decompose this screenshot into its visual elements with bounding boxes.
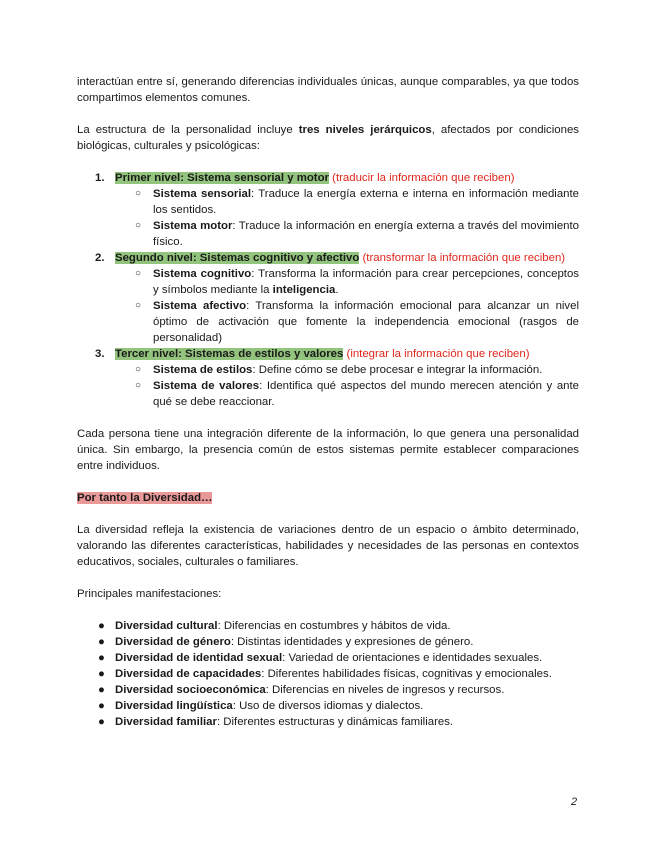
sub-item bbox=[115, 186, 579, 218]
circle-bullet-icon: ○ bbox=[135, 268, 142, 279]
list-item bbox=[77, 650, 579, 666]
item-text: : Diferencias en costumbres y hábitos de vida. bbox=[217, 620, 451, 632]
list-number: 3. bbox=[95, 348, 105, 360]
sub-term: Sistema de estilos bbox=[153, 364, 253, 376]
circle-bullet-icon: ○ bbox=[135, 380, 142, 391]
intro-paragraph-1: interactúan entre sí, generando diferencias individuales únicas, aunque comparables, ya que todos compartimos elementos comunes. bbox=[77, 76, 579, 104]
bullet-icon: ● bbox=[98, 668, 105, 680]
level-title: Segundo nivel: Sistemas cognitivo y afectivo bbox=[115, 252, 360, 264]
sub-term: Sistema motor bbox=[153, 220, 233, 232]
sub-list bbox=[115, 186, 579, 250]
bullet-icon: ● bbox=[98, 716, 105, 728]
document-page bbox=[77, 74, 579, 730]
circle-bullet-icon: ○ bbox=[135, 300, 142, 311]
text-span: La estructura de la personalidad incluye bbox=[77, 124, 299, 136]
bullet-icon: ● bbox=[98, 636, 105, 648]
sub-text: : Define cómo se debe procesar e integrar la información. bbox=[252, 364, 543, 376]
item-term: Diversidad de género bbox=[115, 636, 231, 648]
sub-term: Sistema cognitivo bbox=[153, 268, 252, 280]
sub-item bbox=[115, 298, 579, 346]
level-item-2 bbox=[77, 250, 579, 346]
sub-term: Sistema de valores bbox=[153, 380, 260, 392]
item-term: Diversidad cultural bbox=[115, 620, 218, 632]
sub-text: : Traduce la información en energía externa a través del movimiento físico. bbox=[153, 220, 579, 248]
level-note: (transformar la información que reciben) bbox=[359, 252, 566, 264]
item-term: Diversidad familiar bbox=[115, 716, 217, 728]
sub-term: Sistema sensorial bbox=[153, 188, 251, 200]
list-item bbox=[77, 666, 579, 682]
item-text: : Uso de diversos idiomas y dialectos. bbox=[232, 700, 424, 712]
sub-list bbox=[115, 362, 579, 410]
level-title: Tercer nivel: Sistemas de estilos y valores bbox=[115, 348, 344, 360]
level-title: Primer nivel: Sistema sensorial y motor bbox=[115, 172, 329, 184]
intro-paragraph-2 bbox=[77, 122, 579, 154]
page-number: 2 bbox=[571, 796, 578, 808]
item-text: : Diferentes habilidades físicas, cognitivas y emocionales. bbox=[261, 668, 552, 680]
section-heading bbox=[77, 490, 579, 506]
sub-item bbox=[115, 266, 579, 298]
bullet-icon: ● bbox=[98, 684, 105, 696]
sub-text: : Identifica qué aspectos del mundo merecen atención y ante qué se debe reaccionar. bbox=[153, 380, 579, 408]
item-term: Diversidad de identidad sexual bbox=[115, 652, 283, 664]
list-item bbox=[77, 698, 579, 714]
sub-list bbox=[115, 266, 579, 346]
sub-text: . bbox=[335, 284, 339, 296]
item-term: Diversidad lingüística bbox=[115, 700, 233, 712]
sub-term: Sistema afectivo bbox=[153, 300, 247, 312]
list-item bbox=[77, 618, 579, 634]
item-text: : Diferentes estructuras y dinámicas familiares. bbox=[216, 716, 454, 728]
level-item-3 bbox=[77, 346, 579, 410]
sub-item bbox=[115, 362, 579, 378]
level-note: (integrar la información que reciben) bbox=[343, 348, 530, 360]
diversity-paragraph: La diversidad refleja la existencia de variaciones dentro de un espacio o ámbito determinado, valorando las diferentes características, habilidades y necesidades de las personas en contextos educativos, sociales, culturales o familiares. bbox=[77, 524, 579, 568]
manifestations-label: Principales manifestaciones: bbox=[77, 588, 222, 600]
sub-item bbox=[115, 378, 579, 410]
item-term: Diversidad socioeconómica bbox=[115, 684, 266, 696]
sub-text: : Transforma la información emocional para alcanzar un nivel óptimo de activación que fomente la independencia emocional (rasgos de personalidad) bbox=[153, 300, 579, 344]
list-item bbox=[77, 714, 579, 730]
diversity-list bbox=[77, 618, 579, 730]
bullet-icon: ● bbox=[98, 620, 105, 632]
sub-text: : Transforma la información para crear percepciones, conceptos y símbolos mediante la bbox=[153, 268, 579, 296]
circle-bullet-icon: ○ bbox=[135, 220, 142, 231]
sub-item bbox=[115, 218, 579, 250]
levels-list bbox=[77, 170, 579, 410]
circle-bullet-icon: ○ bbox=[135, 364, 142, 375]
level-item-1 bbox=[77, 170, 579, 250]
level-note: (traducir la información que reciben) bbox=[328, 172, 515, 184]
item-text: : Diferencias en niveles de ingresos y recursos. bbox=[265, 684, 505, 696]
list-item bbox=[77, 682, 579, 698]
list-number: 2. bbox=[95, 252, 105, 264]
bullet-icon: ● bbox=[98, 652, 105, 664]
sub-term-bold: inteligencia bbox=[272, 284, 336, 296]
bullet-icon: ● bbox=[98, 700, 105, 712]
bold-span: tres niveles jerárquicos bbox=[298, 124, 432, 136]
list-item bbox=[77, 634, 579, 650]
item-term: Diversidad de capacidades bbox=[115, 668, 262, 680]
summary-paragraph: Cada persona tiene una integración diferente de la información, lo que genera una personalidad única. Sin embargo, la presencia común de estos sistemas permite establecer comparaciones entre individuos. bbox=[77, 428, 579, 472]
heading-text: Por tanto la Diversidad… bbox=[77, 492, 213, 504]
text-span: , afectados por condiciones biológicas, culturales y psicológicas: bbox=[77, 124, 579, 152]
item-text: : Variedad de orientaciones e identidades sexuales. bbox=[282, 652, 543, 664]
circle-bullet-icon: ○ bbox=[135, 188, 142, 199]
sub-text: : Traduce la energía externa e interna en información mediante los sentidos. bbox=[153, 188, 579, 216]
item-text: : Distintas identidades y expresiones de género. bbox=[230, 636, 474, 648]
list-number: 1. bbox=[95, 172, 105, 184]
